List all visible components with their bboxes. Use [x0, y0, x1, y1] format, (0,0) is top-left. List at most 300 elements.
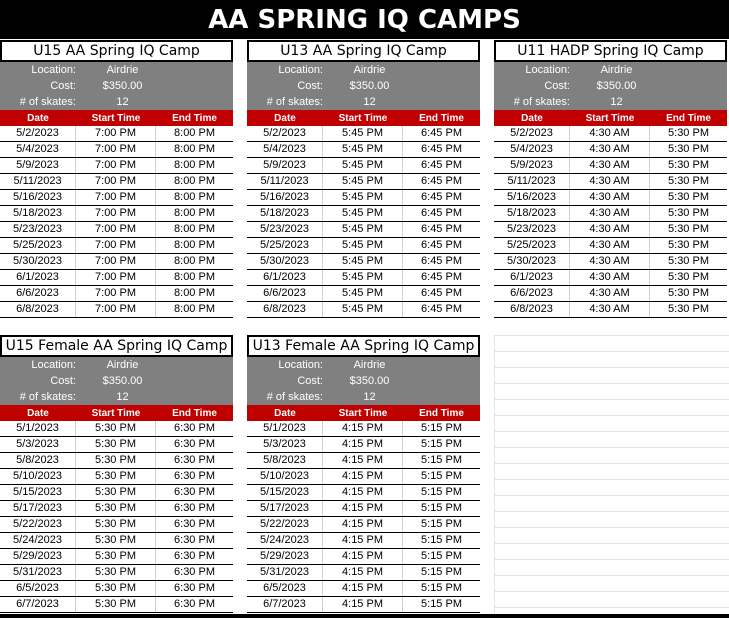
cell-date: 5/18/2023	[247, 206, 323, 221]
table-row	[247, 190, 480, 206]
cell-start-time: 5:45 PM	[323, 158, 403, 173]
camp-u15-aa	[0, 40, 233, 318]
info-label: # of skates:	[266, 391, 323, 403]
table-row	[0, 238, 233, 254]
table-row	[494, 158, 727, 174]
info-row-location	[247, 357, 480, 373]
table-row	[247, 270, 480, 286]
cell-date: 5/23/2023	[247, 222, 323, 237]
info-label: Cost:	[544, 80, 570, 92]
table-header	[494, 110, 727, 126]
cell-date: 5/25/2023	[494, 238, 570, 253]
cell-end-time: 5:15 PM	[421, 582, 462, 594]
table-row	[247, 206, 480, 222]
table-row	[247, 437, 480, 453]
cell-date: 5/10/2023	[0, 469, 76, 484]
info-label: # of skates:	[19, 391, 76, 403]
cell-date: 5/15/2023	[247, 485, 323, 500]
table-row	[494, 126, 727, 142]
header-date: Date	[27, 407, 49, 419]
table-row	[0, 533, 233, 549]
table-row	[0, 222, 233, 238]
info-row-cost	[0, 78, 233, 94]
table-row	[0, 469, 233, 485]
header-date: Date	[521, 112, 543, 124]
table-row	[494, 222, 727, 238]
table-row	[0, 501, 233, 517]
cell-date: 5/25/2023	[247, 238, 323, 253]
cell-end-time: 5:15 PM	[421, 470, 462, 482]
cell-start-time: 5:45 PM	[323, 222, 403, 237]
info-value: $350.00	[102, 80, 143, 92]
info-row-location	[0, 62, 233, 78]
info-label: Cost:	[50, 80, 76, 92]
cell-date: 5/17/2023	[247, 501, 323, 516]
cell-date: 6/1/2023	[0, 270, 76, 285]
cell-end-time: 5:30 PM	[668, 207, 709, 219]
cell-end-time: 5:30 PM	[668, 223, 709, 235]
camp-u13-aa	[247, 40, 480, 318]
cell-start-time: 4:30 AM	[570, 302, 650, 317]
table-row	[494, 142, 727, 158]
info-value: $350.00	[596, 80, 637, 92]
cell-start-time: 5:30 PM	[76, 581, 156, 596]
empty-grid-area	[494, 335, 729, 618]
info-label: Cost:	[297, 375, 323, 387]
cell-start-time: 4:15 PM	[323, 421, 403, 436]
cell-start-time: 4:30 AM	[570, 142, 650, 157]
info-value: 12	[610, 96, 623, 108]
cell-end-time: 6:30 PM	[174, 486, 215, 498]
cell-start-time: 7:00 PM	[76, 302, 156, 317]
cell-end-time: 8:00 PM	[174, 255, 215, 267]
cell-start-time: 4:30 AM	[570, 126, 650, 141]
table-row	[247, 517, 480, 533]
header-date: Date	[274, 407, 296, 419]
cell-start-time: 5:30 PM	[76, 485, 156, 500]
cell-date: 5/30/2023	[247, 254, 323, 269]
camp-title: U11 HADP Spring IQ Camp	[494, 40, 727, 62]
cell-date: 5/23/2023	[0, 222, 76, 237]
cell-start-time: 7:00 PM	[76, 238, 156, 253]
table-row	[0, 254, 233, 270]
cell-start-time: 5:45 PM	[323, 190, 403, 205]
cell-end-time: 6:45 PM	[421, 191, 462, 203]
cell-end-time: 6:30 PM	[174, 550, 215, 562]
cell-date: 5/4/2023	[494, 142, 570, 157]
cell-end-time: 5:15 PM	[421, 566, 462, 578]
camp-u11-hadp	[494, 40, 727, 318]
info-row-cost	[0, 373, 233, 389]
cell-date: 5/2/2023	[0, 126, 76, 141]
cell-end-time: 6:45 PM	[421, 143, 462, 155]
cell-end-time: 8:00 PM	[174, 271, 215, 283]
cell-date: 5/22/2023	[0, 517, 76, 532]
cell-start-time: 5:30 PM	[76, 469, 156, 484]
header-start-time: Start Time	[585, 112, 635, 124]
table-row	[0, 485, 233, 501]
cell-start-time: 4:30 AM	[570, 174, 650, 189]
table-row	[0, 206, 233, 222]
table-row	[247, 597, 480, 613]
cell-end-time: 6:45 PM	[421, 239, 462, 251]
cell-start-time: 4:15 PM	[323, 533, 403, 548]
cell-end-time: 8:00 PM	[174, 127, 215, 139]
cell-date: 5/18/2023	[0, 206, 76, 221]
cell-end-time: 6:30 PM	[174, 454, 215, 466]
cell-start-time: 4:15 PM	[323, 469, 403, 484]
cell-end-time: 6:30 PM	[174, 518, 215, 530]
cell-date: 5/31/2023	[247, 565, 323, 580]
table-row	[0, 190, 233, 206]
table-row	[494, 302, 727, 318]
cell-start-time: 4:30 AM	[570, 222, 650, 237]
info-row-cost	[494, 78, 727, 94]
cell-date: 5/4/2023	[247, 142, 323, 157]
table-row	[247, 174, 480, 190]
cell-start-time: 5:45 PM	[323, 302, 403, 317]
cell-start-time: 5:45 PM	[323, 174, 403, 189]
cell-date: 5/30/2023	[0, 254, 76, 269]
table-row	[0, 517, 233, 533]
cell-date: 5/17/2023	[0, 501, 76, 516]
camp-title: U15 AA Spring IQ Camp	[0, 40, 233, 62]
table-row	[247, 254, 480, 270]
cell-end-time: 5:30 PM	[668, 143, 709, 155]
table-row	[0, 421, 233, 437]
cell-date: 5/9/2023	[494, 158, 570, 173]
info-row-location	[494, 62, 727, 78]
cell-date: 5/4/2023	[0, 142, 76, 157]
cell-date: 5/3/2023	[247, 437, 323, 452]
cell-date: 5/22/2023	[247, 517, 323, 532]
table-row	[247, 549, 480, 565]
header-start-time: Start Time	[338, 407, 388, 419]
cell-start-time: 4:30 AM	[570, 254, 650, 269]
cell-end-time: 6:45 PM	[421, 159, 462, 171]
cell-end-time: 6:45 PM	[421, 271, 462, 283]
cell-start-time: 4:15 PM	[323, 549, 403, 564]
header-start-time: Start Time	[338, 112, 388, 124]
table-row	[247, 222, 480, 238]
info-label: Cost:	[50, 375, 76, 387]
cell-date: 5/2/2023	[247, 126, 323, 141]
cell-end-time: 8:00 PM	[174, 207, 215, 219]
table-row	[0, 270, 233, 286]
cell-date: 5/29/2023	[0, 549, 76, 564]
header-end-time: End Time	[172, 112, 217, 124]
info-value: $350.00	[102, 375, 143, 387]
cell-end-time: 8:00 PM	[174, 223, 215, 235]
table-row	[247, 581, 480, 597]
table-row	[494, 254, 727, 270]
table-row	[0, 549, 233, 565]
info-value: $350.00	[349, 80, 390, 92]
cell-date: 5/1/2023	[247, 421, 323, 436]
cell-start-time: 5:45 PM	[323, 270, 403, 285]
cell-date: 6/8/2023	[494, 302, 570, 317]
cell-end-time: 8:00 PM	[174, 191, 215, 203]
info-row-location	[0, 357, 233, 373]
info-value: Airdrie	[106, 359, 139, 371]
cell-end-time: 5:15 PM	[421, 422, 462, 434]
cell-start-time: 4:15 PM	[323, 485, 403, 500]
table-header	[247, 405, 480, 421]
table-row	[494, 206, 727, 222]
cell-end-time: 5:30 PM	[668, 255, 709, 267]
cell-end-time: 6:30 PM	[174, 566, 215, 578]
cell-start-time: 5:30 PM	[76, 565, 156, 580]
cell-date: 5/11/2023	[247, 174, 323, 189]
cell-start-time: 4:15 PM	[323, 581, 403, 596]
table-row	[247, 485, 480, 501]
info-value: 12	[363, 391, 376, 403]
cell-start-time: 4:30 AM	[570, 270, 650, 285]
cell-start-time: 7:00 PM	[76, 126, 156, 141]
table-row	[494, 286, 727, 302]
info-label: # of skates:	[266, 96, 323, 108]
cell-start-time: 5:45 PM	[323, 238, 403, 253]
info-row-location	[247, 62, 480, 78]
cell-end-time: 5:15 PM	[421, 438, 462, 450]
cell-date: 6/7/2023	[0, 597, 76, 612]
info-value: Airdrie	[600, 64, 633, 76]
table-row	[247, 126, 480, 142]
cell-start-time: 7:00 PM	[76, 174, 156, 189]
cell-end-time: 5:15 PM	[421, 486, 462, 498]
cell-end-time: 5:30 PM	[668, 287, 709, 299]
cell-start-time: 5:45 PM	[323, 206, 403, 221]
info-label: # of skates:	[19, 96, 76, 108]
cell-end-time: 5:30 PM	[668, 271, 709, 283]
table-row	[0, 437, 233, 453]
info-label: Location:	[31, 359, 76, 371]
cell-date: 6/8/2023	[247, 302, 323, 317]
cell-date: 5/24/2023	[0, 533, 76, 548]
info-label: # of skates:	[513, 96, 570, 108]
cell-start-time: 4:15 PM	[323, 565, 403, 580]
cell-end-time: 5:30 PM	[668, 175, 709, 187]
info-label: Cost:	[297, 80, 323, 92]
cell-start-time: 7:00 PM	[76, 158, 156, 173]
cell-end-time: 8:00 PM	[174, 159, 215, 171]
table-row	[494, 190, 727, 206]
cell-end-time: 6:30 PM	[174, 598, 215, 610]
cell-end-time: 6:30 PM	[174, 470, 215, 482]
cell-date: 5/10/2023	[247, 469, 323, 484]
camp-u15-female-aa	[0, 335, 233, 613]
cell-start-time: 5:45 PM	[323, 126, 403, 141]
header-end-time: End Time	[172, 407, 217, 419]
cell-date: 5/16/2023	[494, 190, 570, 205]
cell-end-time: 6:30 PM	[174, 422, 215, 434]
cell-start-time: 7:00 PM	[76, 190, 156, 205]
header-date: Date	[274, 112, 296, 124]
cell-date: 5/2/2023	[494, 126, 570, 141]
header-end-time: End Time	[666, 112, 711, 124]
info-value: Airdrie	[353, 64, 386, 76]
table-row	[247, 501, 480, 517]
table-row	[494, 174, 727, 190]
cell-start-time: 5:30 PM	[76, 437, 156, 452]
cell-date: 5/8/2023	[247, 453, 323, 468]
cell-date: 6/8/2023	[0, 302, 76, 317]
table-row	[247, 158, 480, 174]
cell-start-time: 5:45 PM	[323, 142, 403, 157]
info-row-skates	[494, 94, 727, 110]
table-row	[0, 158, 233, 174]
cell-date: 5/1/2023	[0, 421, 76, 436]
info-value: Airdrie	[353, 359, 386, 371]
cell-end-time: 5:30 PM	[668, 159, 709, 171]
cell-end-time: 6:45 PM	[421, 175, 462, 187]
cell-end-time: 6:30 PM	[174, 438, 215, 450]
cell-date: 6/1/2023	[494, 270, 570, 285]
table-row	[0, 142, 233, 158]
info-row-skates	[0, 94, 233, 110]
cell-end-time: 6:45 PM	[421, 255, 462, 267]
table-row	[247, 286, 480, 302]
cell-end-time: 8:00 PM	[174, 239, 215, 251]
cell-start-time: 5:30 PM	[76, 421, 156, 436]
camp-title: U15 Female AA Spring IQ Camp	[0, 335, 233, 357]
cell-start-time: 7:00 PM	[76, 222, 156, 237]
cell-start-time: 4:15 PM	[323, 501, 403, 516]
table-row	[0, 565, 233, 581]
cell-date: 5/30/2023	[494, 254, 570, 269]
cell-date: 5/11/2023	[494, 174, 570, 189]
info-value: $350.00	[349, 375, 390, 387]
table-row	[247, 469, 480, 485]
cell-date: 5/25/2023	[0, 238, 76, 253]
header-end-time: End Time	[419, 112, 464, 124]
table-row	[247, 142, 480, 158]
table-header	[0, 110, 233, 126]
info-label: Location:	[31, 64, 76, 76]
cell-date: 5/18/2023	[494, 206, 570, 221]
cell-start-time: 5:30 PM	[76, 453, 156, 468]
cell-end-time: 6:30 PM	[174, 582, 215, 594]
cell-end-time: 8:00 PM	[174, 303, 215, 315]
cell-date: 5/24/2023	[247, 533, 323, 548]
cell-start-time: 7:00 PM	[76, 286, 156, 301]
table-header	[0, 405, 233, 421]
table-row	[494, 270, 727, 286]
cell-start-time: 5:30 PM	[76, 501, 156, 516]
cell-date: 6/1/2023	[247, 270, 323, 285]
info-row-cost	[247, 78, 480, 94]
info-value: Airdrie	[106, 64, 139, 76]
table-row	[247, 302, 480, 318]
cell-date: 5/8/2023	[0, 453, 76, 468]
table-row	[0, 126, 233, 142]
cell-date: 6/6/2023	[0, 286, 76, 301]
table-row	[247, 453, 480, 469]
cell-start-time: 4:15 PM	[323, 453, 403, 468]
cell-end-time: 6:30 PM	[174, 502, 215, 514]
info-row-skates	[247, 94, 480, 110]
cell-start-time: 5:30 PM	[76, 517, 156, 532]
info-label: Location:	[278, 359, 323, 371]
table-row	[247, 238, 480, 254]
cell-date: 5/31/2023	[0, 565, 76, 580]
camp-u13-female-aa	[247, 335, 480, 613]
cell-start-time: 7:00 PM	[76, 206, 156, 221]
header-date: Date	[27, 112, 49, 124]
cell-start-time: 4:30 AM	[570, 286, 650, 301]
cell-end-time: 5:15 PM	[421, 502, 462, 514]
table-row	[0, 174, 233, 190]
cell-end-time: 5:15 PM	[421, 518, 462, 530]
cell-date: 6/7/2023	[247, 597, 323, 612]
cell-start-time: 7:00 PM	[76, 142, 156, 157]
info-label: Location:	[525, 64, 570, 76]
cell-date: 5/16/2023	[0, 190, 76, 205]
cell-start-time: 5:30 PM	[76, 533, 156, 548]
cell-end-time: 5:30 PM	[668, 239, 709, 251]
cell-date: 5/23/2023	[494, 222, 570, 237]
cell-start-time: 4:30 AM	[570, 238, 650, 253]
cell-date: 6/5/2023	[0, 581, 76, 596]
cell-end-time: 5:30 PM	[668, 127, 709, 139]
table-row	[0, 302, 233, 318]
cell-end-time: 6:45 PM	[421, 303, 462, 315]
cell-end-time: 5:15 PM	[421, 454, 462, 466]
info-row-cost	[247, 373, 480, 389]
cell-start-time: 5:30 PM	[76, 549, 156, 564]
table-row	[247, 533, 480, 549]
cell-start-time: 4:30 AM	[570, 190, 650, 205]
table-row	[247, 565, 480, 581]
cell-start-time: 5:45 PM	[323, 286, 403, 301]
table-row	[0, 286, 233, 302]
table-row	[0, 453, 233, 469]
cell-start-time: 4:30 AM	[570, 206, 650, 221]
info-value: 12	[116, 391, 129, 403]
header-start-time: Start Time	[91, 112, 141, 124]
info-row-skates	[247, 389, 480, 405]
cell-date: 5/16/2023	[247, 190, 323, 205]
cell-end-time: 5:15 PM	[421, 550, 462, 562]
cell-end-time: 5:30 PM	[668, 303, 709, 315]
page-title: AA SPRING IQ CAMPS	[0, 0, 729, 39]
cell-end-time: 6:45 PM	[421, 127, 462, 139]
cell-end-time: 5:15 PM	[421, 534, 462, 546]
cell-start-time: 4:15 PM	[323, 437, 403, 452]
table-row	[0, 597, 233, 613]
cell-start-time: 4:15 PM	[323, 517, 403, 532]
cell-date: 6/5/2023	[247, 581, 323, 596]
cell-end-time: 5:15 PM	[421, 598, 462, 610]
table-header	[247, 110, 480, 126]
cell-end-time: 6:45 PM	[421, 223, 462, 235]
cell-end-time: 8:00 PM	[174, 287, 215, 299]
cell-date: 5/15/2023	[0, 485, 76, 500]
cell-start-time: 7:00 PM	[76, 254, 156, 269]
cell-date: 6/6/2023	[494, 286, 570, 301]
cell-start-time: 5:30 PM	[76, 597, 156, 612]
info-value: 12	[116, 96, 129, 108]
cell-start-time: 7:00 PM	[76, 270, 156, 285]
cell-start-time: 5:45 PM	[323, 254, 403, 269]
info-value: 12	[363, 96, 376, 108]
cell-date: 5/29/2023	[247, 549, 323, 564]
info-label: Location:	[278, 64, 323, 76]
cell-end-time: 5:30 PM	[668, 191, 709, 203]
cell-end-time: 6:45 PM	[421, 287, 462, 299]
table-row	[0, 581, 233, 597]
cell-end-time: 6:30 PM	[174, 534, 215, 546]
